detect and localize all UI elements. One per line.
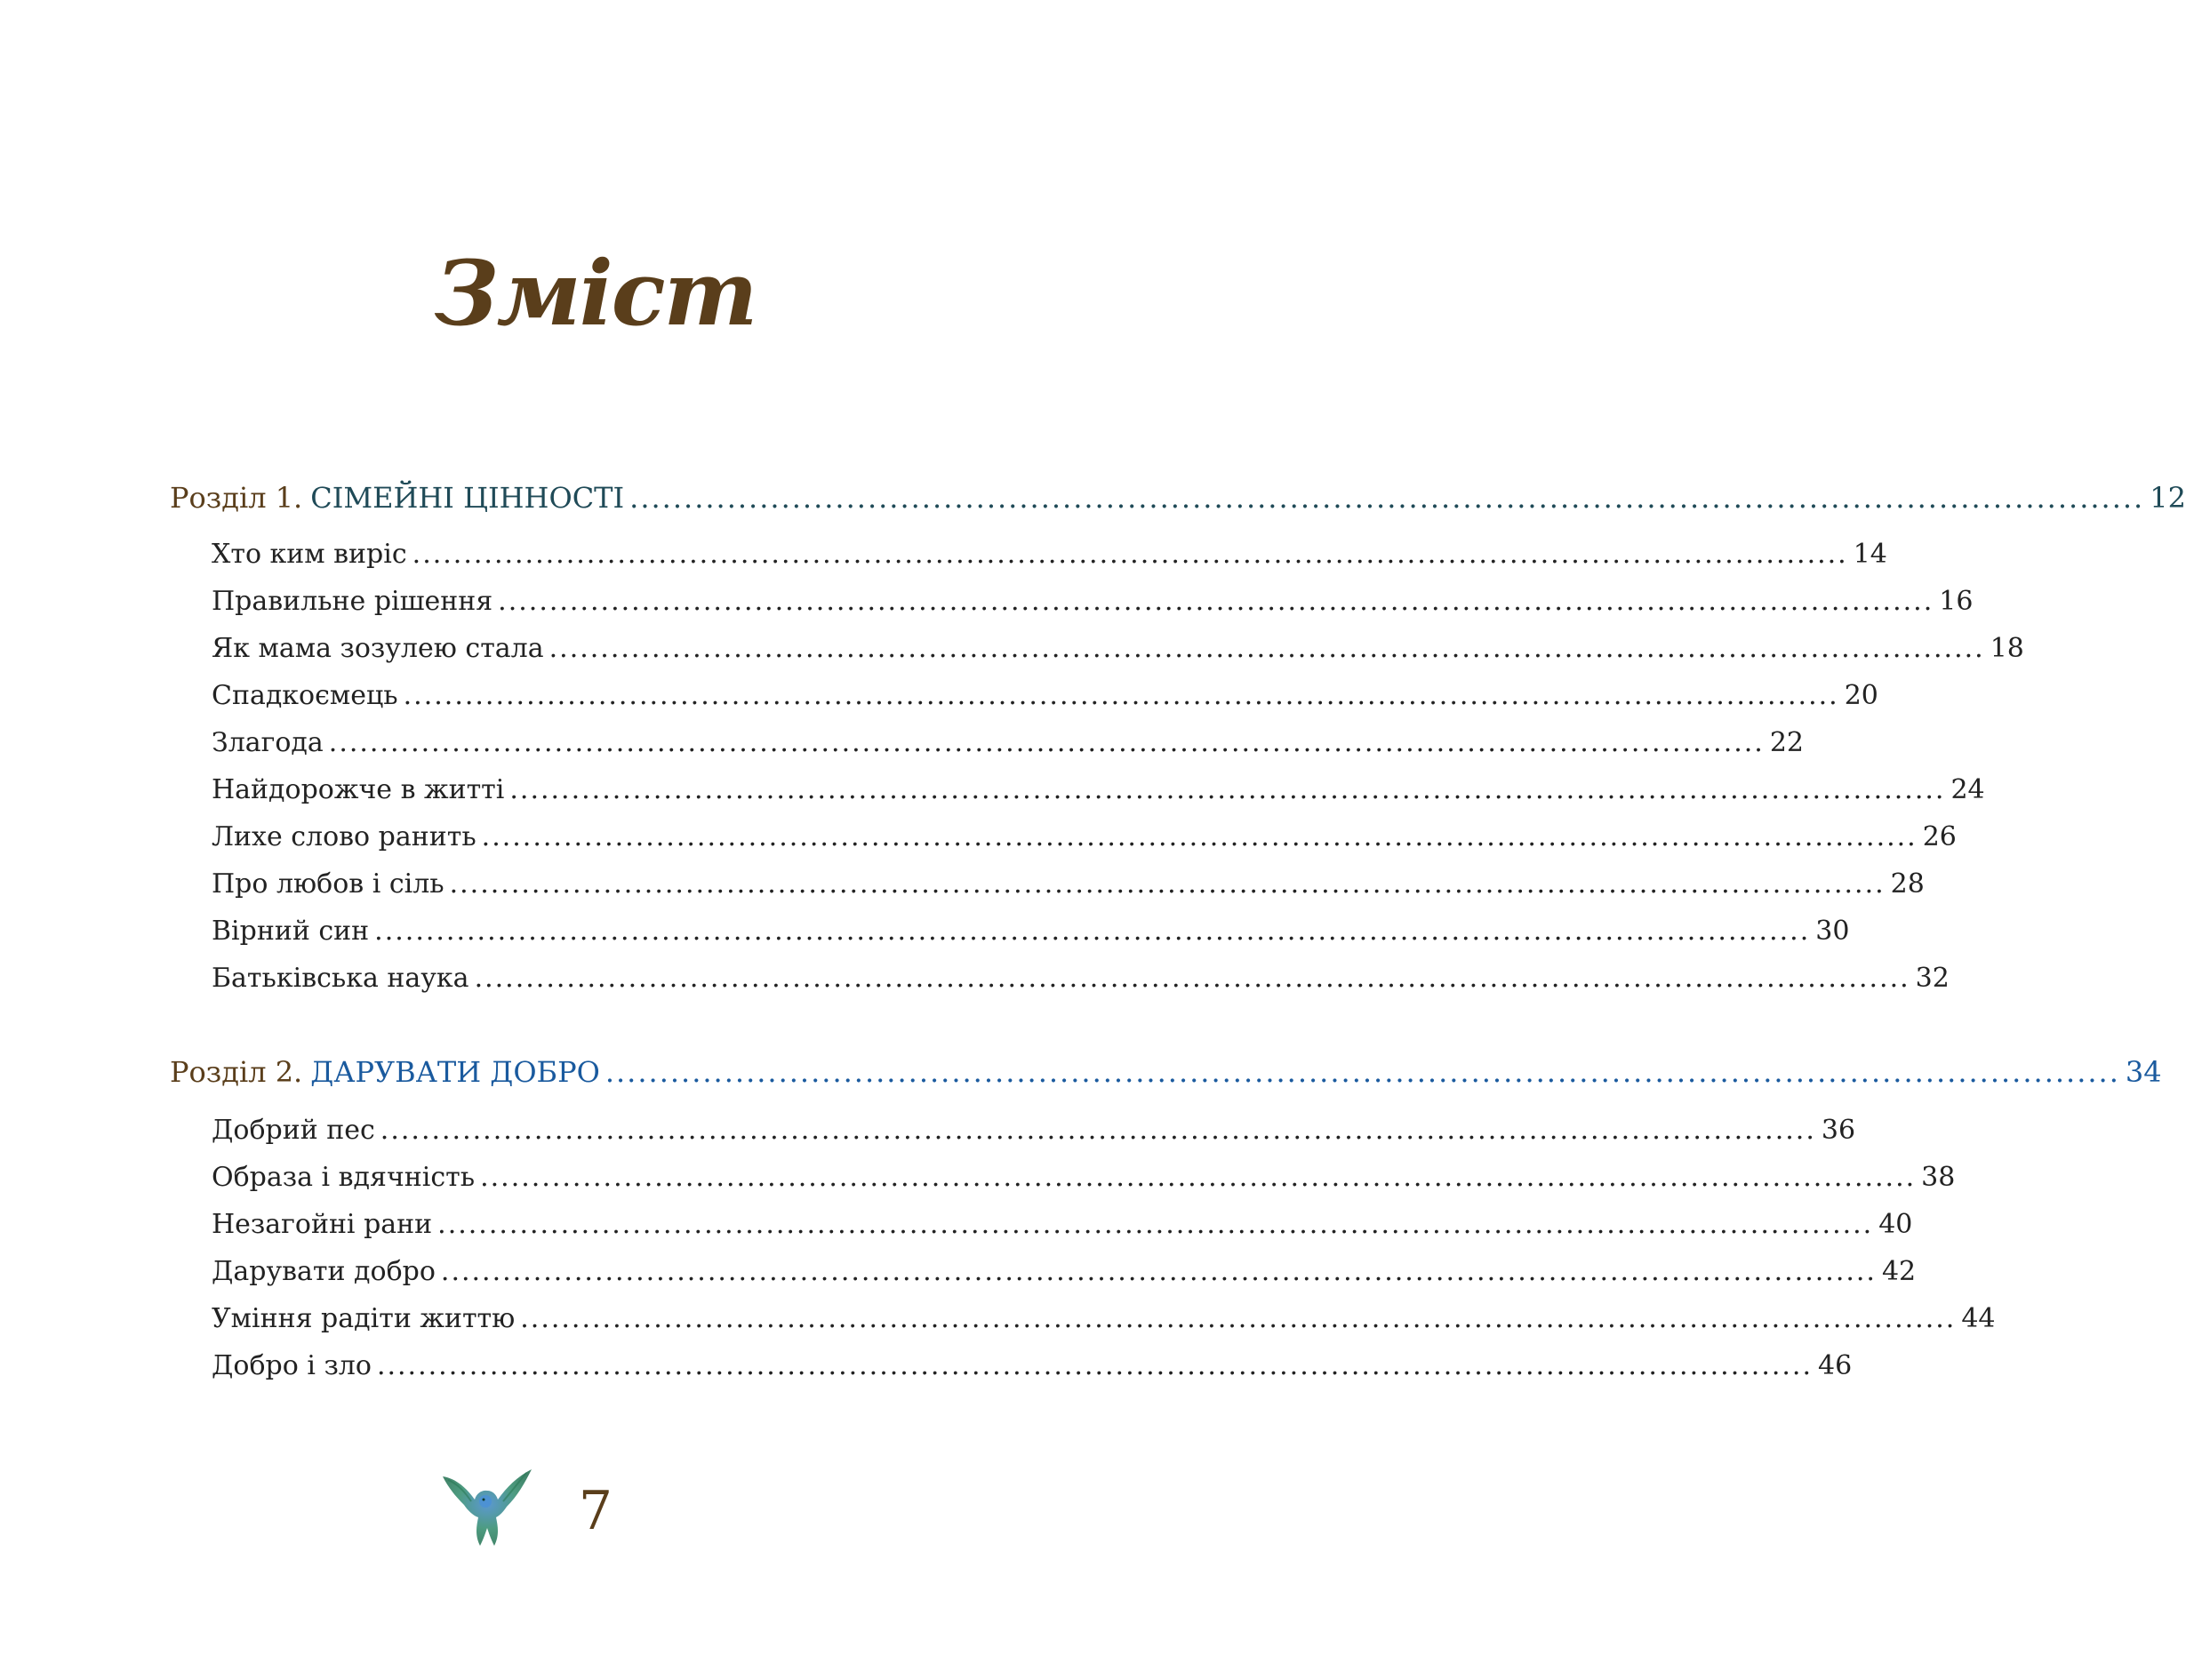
toc-entry[interactable] (170, 961, 1950, 996)
dot-leader: ............................................................................................................................................ (474, 963, 1910, 994)
dot-leader: ............................................................................................................................................ (480, 1162, 1917, 1193)
dot-leader: ............................................................................................................................................ (549, 633, 1985, 664)
entry-title: Правильне рішення (212, 586, 493, 617)
entry-title: Уміння радіти життю (212, 1303, 516, 1334)
dot-leader: ............................................................................................................................................ (376, 1350, 1813, 1381)
entry-page-number: 18 (1990, 633, 2024, 664)
page-number: 7 (578, 1480, 613, 1542)
toc-entry[interactable] (170, 1254, 1917, 1290)
toc-entry[interactable] (170, 537, 1887, 572)
section-1-heading[interactable] (170, 480, 2186, 516)
bird-icon (436, 1464, 538, 1553)
dot-leader: ............................................................................................................................................ (498, 586, 1934, 617)
toc-entry[interactable] (170, 820, 1957, 855)
section-prefix: Розділ 1. (170, 481, 303, 515)
dot-leader: ............................................................................................................................................ (374, 916, 1811, 947)
dot-leader: ............................................................................................................................................ (629, 481, 2145, 515)
entry-page-number: 16 (1939, 586, 1974, 617)
table-of-contents (170, 480, 2186, 1384)
section-2-heading[interactable] (170, 1054, 2162, 1090)
entry-page-number: 20 (1844, 680, 1878, 711)
dot-leader: ............................................................................................................................................ (440, 1256, 1877, 1287)
toc-entry[interactable] (170, 678, 1878, 714)
entry-page-number: 46 (1818, 1350, 1853, 1381)
entry-page-number: 26 (1922, 821, 1957, 852)
dot-leader: ............................................................................................................................................ (481, 821, 1918, 852)
entry-title: Незагойні рани (212, 1209, 433, 1240)
entry-title: Найдорожче в житті (212, 774, 505, 805)
entry-title: Добрий пес (212, 1115, 375, 1146)
entry-page-number: 32 (1915, 963, 1950, 994)
section-page-number: 12 (2150, 481, 2186, 515)
entry-page-number: 38 (1921, 1162, 1956, 1193)
toc-entry[interactable] (170, 772, 1985, 808)
entry-title: Лихе слово ранить (212, 821, 476, 852)
entry-page-number: 30 (1815, 916, 1850, 947)
entry-page-number: 24 (1950, 774, 1985, 805)
section-name: СІМЕЙНІ ЦІННОСТІ (310, 481, 625, 515)
toc-entry[interactable] (170, 725, 1805, 761)
entry-page-number: 36 (1821, 1115, 1856, 1146)
toc-entry[interactable] (170, 631, 2024, 667)
toc-entry[interactable] (170, 1348, 1853, 1384)
toc-entry[interactable] (170, 1113, 1856, 1148)
entry-title: Образа і вдячність (212, 1162, 476, 1193)
dot-leader: ............................................................................................................................................ (380, 1115, 1816, 1146)
dot-leader: ............................................................................................................................................ (412, 539, 1848, 570)
entry-page-number: 44 (1961, 1303, 1996, 1334)
toc-entry[interactable] (170, 584, 1974, 620)
entry-title: Добро і зло (212, 1350, 372, 1381)
dot-leader: ............................................................................................................................................ (605, 1055, 2120, 1089)
entry-title: Про любов і сіль (212, 868, 444, 900)
toc-entry[interactable] (170, 1207, 1913, 1243)
section-prefix: Розділ 2. (170, 1055, 303, 1089)
dot-leader: ............................................................................................................................................ (403, 680, 1839, 711)
entry-page-number: 14 (1853, 539, 1887, 570)
entry-title: Батьківська наука (212, 963, 469, 994)
section-name: ДАРУВАТИ ДОБРО (310, 1055, 600, 1089)
entry-page-number: 28 (1890, 868, 1925, 900)
page-title: Зміст (434, 241, 757, 346)
entry-page-number: 40 (1878, 1209, 1913, 1240)
toc-entry[interactable] (170, 1160, 1956, 1196)
entry-title: Злагода (212, 727, 324, 758)
entry-page-number: 22 (1769, 727, 1805, 758)
dot-leader: ............................................................................................................................................ (520, 1303, 1957, 1334)
dot-leader: ............................................................................................................................................ (449, 868, 1886, 900)
toc-entry[interactable] (170, 914, 1850, 949)
entry-title: Хто ким виріс (212, 539, 407, 570)
section-page-number: 34 (2125, 1055, 2162, 1089)
dot-leader: ............................................................................................................................................ (509, 774, 1946, 805)
entry-title: Спадкоємець (212, 680, 398, 711)
entry-title: Як мама зозулею стала (212, 633, 544, 664)
toc-entry[interactable] (170, 1301, 1996, 1337)
dot-leader: ............................................................................................................................................ (328, 727, 1765, 758)
toc-entry[interactable] (170, 867, 1925, 902)
dot-leader: ............................................................................................................................................ (437, 1209, 1874, 1240)
entry-title: Вірний син (212, 916, 370, 947)
entry-page-number: 42 (1881, 1256, 1917, 1287)
entry-title: Дарувати добро (212, 1256, 436, 1287)
